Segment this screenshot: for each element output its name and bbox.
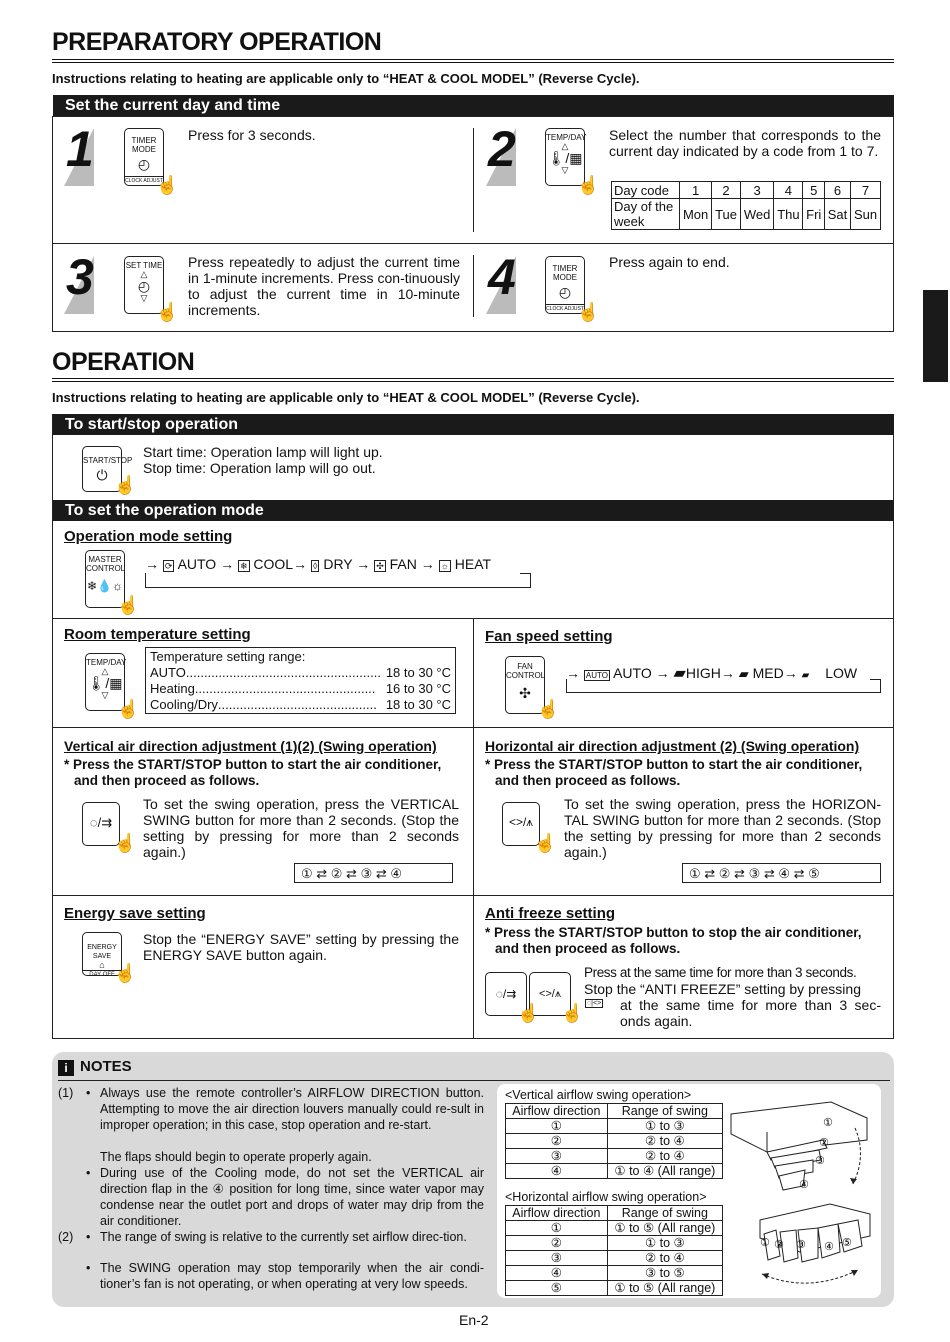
table-row [506, 1236, 723, 1251]
range-row [150, 665, 451, 681]
table-cell: ② [506, 1236, 608, 1251]
steps-divider [52, 243, 894, 244]
table-row [506, 1119, 723, 1134]
vertical-swing-sequence: ① ⇄ ② ⇄ ③ ⇄ ④ [294, 863, 453, 883]
swing-position: ③ [748, 866, 761, 881]
table-cell: ② to ④ [607, 1251, 722, 1266]
info-icon: i [58, 1060, 74, 1076]
fan-med: MED [752, 665, 784, 681]
clock-icon: ◴ [137, 156, 151, 172]
swing-position: ② [718, 866, 731, 881]
bullet: • [86, 1166, 91, 1180]
table-cell: ① [506, 1119, 608, 1134]
day-cell: Fri [803, 199, 824, 230]
arrow-icon: → [145, 556, 159, 572]
power-icon: ⏻ [96, 467, 108, 483]
remote-sublabel: CLOCK ADJUST [546, 306, 584, 312]
hand-pointer-icon: ☝ [537, 699, 560, 719]
day-code-cell: 5 [803, 182, 824, 199]
hand-pointer-icon: ☝ [117, 699, 140, 719]
up-triangle-icon: △ [561, 141, 569, 151]
vertical-swing-icon: ◌/⇉ [89, 815, 113, 830]
table-cell: ⑤ [506, 1281, 608, 1296]
fan-auto: AUTO [613, 665, 652, 681]
energy-save-title: Energy save setting [64, 905, 206, 922]
swing-position: ② [330, 866, 343, 881]
steps-vdivider-bottom [473, 255, 474, 317]
table-row [506, 1251, 723, 1266]
arrow-icon: → [783, 665, 798, 681]
anti-freeze-text-2: Stop the “ANTI FREEZE” setting by pressing [584, 981, 861, 997]
day-code-cell: 3 [740, 182, 774, 199]
heat-cool-note: Instructions relating to heating are applicable only to “HEAT & COOL MODEL” (Reverse Cycle). [52, 71, 640, 86]
table-cell: ① to ⑤ (All range) [607, 1221, 722, 1236]
table-cell: ① to ⑤ (All range) [607, 1281, 722, 1296]
range-mode: AUTO [150, 665, 186, 680]
table-cell: ④ [506, 1164, 608, 1179]
day-cell: Thu [774, 199, 803, 230]
hand-pointer-icon: ☝ [577, 302, 600, 322]
horizontal-swing-icon: <>/⩚ [508, 815, 534, 829]
table-cell: ① to ④ (All range) [607, 1164, 722, 1179]
divider [52, 895, 894, 896]
horizontal-airflow-diagram [758, 1200, 878, 1292]
note-1b: The flaps should begin to operate properly again. [100, 1150, 372, 1164]
remote-sublabel: DAY OFF [83, 970, 121, 980]
note-1c: During use of the Cooling mode, do not set the VERTICAL air direction flap in the ④ position for long time, since water vapor may condense near the outlet port and drops of water may drip from the air conditioner. [100, 1166, 484, 1228]
day-cell: Mon [680, 199, 712, 230]
table-row [506, 1134, 723, 1149]
stop-time-text: Stop time: Operation lamp will go out. [143, 460, 376, 476]
remote-label: START/STOP [83, 456, 133, 465]
heat-mode-icon: ☼ [440, 561, 449, 571]
thermometer-calendar-icon: 🌡/▦ [547, 150, 583, 166]
energy-save-text: Stop the “ENERGY SAVE” setting by pressing the ENERGY SAVE button again. [143, 931, 459, 963]
range-dots: ...................................................... [185, 665, 381, 680]
anti-freeze-title: Anti freeze setting [485, 905, 616, 922]
range-dots: .................................................. [194, 681, 376, 696]
section-tab [923, 290, 948, 382]
step-number-1: 1 [66, 121, 94, 177]
anti-freeze-text-3: at the same time for more than 3 sec-onds again. [620, 997, 881, 1029]
table-cell: ① [506, 1221, 608, 1236]
day-code-table [611, 181, 881, 230]
title-rule [52, 59, 894, 60]
svg-text:①: ① [823, 1116, 833, 1129]
swing-position: ⑤ [808, 866, 820, 881]
note-2-number: (2) [58, 1230, 74, 1244]
down-triangle-icon: ▽ [101, 690, 109, 700]
page-number: En-2 [459, 1312, 489, 1328]
table-cell: ② [506, 1134, 608, 1149]
title-rule-thin [52, 62, 894, 63]
fan-speed-title: Fan speed setting [485, 628, 613, 645]
hand-pointer-icon: ☝ [156, 302, 179, 322]
range-dots: ............................................ [217, 697, 377, 712]
bullet: • [86, 1261, 91, 1275]
day-cell: Sat [824, 199, 850, 230]
table-cell: ② to ④ [607, 1134, 722, 1149]
horizontal-swing-table [505, 1205, 723, 1296]
thermometer-calendar-icon: 🌡/▦ [87, 675, 123, 691]
table-row [506, 1149, 723, 1164]
vertical-swing-instruction: * Press the START/STOP button to start the air conditioner, and then proceed as follows. [64, 757, 442, 788]
svg-text:③: ③ [815, 1154, 825, 1167]
swing-position: ④ [390, 866, 402, 881]
svg-text:②: ② [774, 1238, 784, 1251]
table-row [506, 1164, 723, 1179]
note-1-number: (1) [58, 1086, 74, 1100]
fan-med-icon: ▰ [738, 666, 749, 681]
section-title-preparatory: PREPARATORY OPERATION [52, 28, 382, 56]
swing-buttons-icon: ◌|<> [587, 1000, 602, 1007]
table-header: Airflow direction [506, 1104, 608, 1119]
arrow-icon: → [566, 665, 580, 681]
center-divider [473, 618, 474, 1039]
step-2-text: Select the number that corresponds to the current day indicated by a code from 1 to 7. [609, 127, 881, 159]
hand-pointer-icon: ☝ [117, 595, 140, 615]
swing-position: ① [301, 866, 313, 881]
fan-icon: ✣ [519, 685, 531, 701]
day-code-cell: 6 [824, 182, 850, 199]
table-cell: ③ [506, 1149, 608, 1164]
table-cell: ④ [506, 1266, 608, 1281]
step-number-2: 2 [488, 121, 516, 177]
up-triangle-icon: △ [140, 269, 148, 279]
remote-label: TEMP/DAY [546, 133, 587, 142]
heat-cool-note-2: Instructions relating to heating are applicable only to “HEAT & COOL MODEL” (Reverse Cycle). [52, 390, 640, 405]
range-mode: Heating [150, 681, 195, 696]
range-title: Temperature setting range: [150, 649, 306, 664]
remote-label: ENERGY SAVE [87, 944, 117, 960]
down-triangle-icon: ▽ [561, 165, 569, 175]
remote-label: TIMER MODE [552, 264, 578, 282]
auto-mode-icon: ⟳ [164, 561, 173, 571]
table-cell: ① to ③ [607, 1236, 722, 1251]
horizontal-swing-instruction: * Press the START/STOP button to start the air conditioner, and then proceed as follows. [485, 757, 863, 788]
mode-dry: DRY [323, 556, 353, 572]
bullet: • [86, 1086, 91, 1100]
vertical-swing-table [505, 1103, 723, 1179]
clock-icon: ◴ [558, 284, 572, 300]
title-rule-thin [52, 381, 894, 382]
svg-text:①: ① [760, 1236, 770, 1249]
hand-pointer-icon: ☝ [534, 833, 557, 853]
table-cell: ② to ④ [607, 1149, 722, 1164]
vertical-airflow-diagram [727, 1100, 879, 1192]
note-2b: The SWING operation may stop temporarily when the air condi-tioner’s fan is not operating, or when operating at very low speeds. [100, 1261, 484, 1291]
day-cell: Sun [851, 199, 881, 230]
range-mode: Cooling/Dry [150, 697, 218, 712]
day-code-cell: 7 [851, 182, 881, 199]
operation-mode-title: Operation mode setting [64, 528, 233, 545]
fan-loop-tail [870, 679, 881, 680]
hand-pointer-icon: ☝ [114, 833, 137, 853]
table-cell: ③ [506, 1251, 608, 1266]
up-triangle-icon: △ [101, 666, 109, 676]
hand-pointer-icon: ☝ [577, 175, 600, 195]
anti-freeze-instruction: * Press the START/STOP button to stop the air conditioner, and then proceed as follows. [485, 925, 862, 956]
steps-vdivider-top [473, 128, 474, 232]
svg-text:③: ③ [796, 1238, 806, 1251]
hand-pointer-icon: ☝ [517, 1003, 540, 1023]
horizontal-swing-sequence: ① ⇄ ② ⇄ ③ ⇄ ④ ⇄ ⑤ [682, 863, 881, 883]
remote-label: MASTER CONTROL [86, 555, 126, 573]
day-code-cell: 2 [712, 182, 741, 199]
bar-operation-mode: To set the operation mode [53, 500, 894, 521]
range-value: 16 to 30 °C [385, 681, 451, 696]
day-cell: Wed [740, 199, 774, 230]
step-number-4: 4 [488, 249, 516, 305]
bar-start-stop: To start/stop operation [53, 414, 894, 435]
horizontal-swing-text: To set the swing operation, press the HORIZON-TAL SWING button for more than 2 seconds. (Stop the setting by pressing for more than 2 seconds again.) [564, 796, 881, 860]
table-cell: ③ to ⑤ [607, 1266, 722, 1281]
step-3-text: Press repeatedly to adjust the current time in 1-minute increments. Press con-tinuously to adjust the current time in 10-minute increments. [188, 254, 460, 318]
range-row [150, 697, 451, 713]
range-value: 18 to 30 °C [385, 665, 451, 680]
step-4-text: Press again to end. [609, 254, 730, 270]
dry-mode-icon: ◊ [313, 561, 318, 571]
svg-text:②: ② [819, 1136, 829, 1149]
table-row [506, 1281, 723, 1296]
arrow-icon: → [720, 665, 735, 681]
day-cell: Tue [712, 199, 741, 230]
remote-label: TIMER MODE [131, 136, 157, 154]
section-title-operation: OPERATION [52, 348, 195, 376]
horizontal-swing-title: Horizontal air direction adjustment (2) (Swing operation) [485, 738, 860, 754]
fan-mode-icon: ✣ [376, 561, 384, 571]
horizontal-swing-icon: <>/⩚ [538, 988, 562, 1000]
arrow-icon: → [356, 556, 371, 572]
mode-loop-tail [520, 573, 531, 574]
remote-label: TEMP/DAY [86, 658, 127, 667]
svg-text:⑤: ⑤ [842, 1236, 852, 1249]
horizontal-table-title: <Horizontal airflow swing operation> [505, 1190, 707, 1204]
bullet: • [86, 1230, 91, 1244]
table-header: Airflow direction [506, 1206, 608, 1221]
vertical-swing-text: To set the swing operation, press the VERTICAL SWING button for more than 2 seconds. (Stop the setting by pressing for more than 2 seconds again.) [143, 796, 459, 860]
cool-mode-icon: ❄ [239, 561, 248, 571]
table-header: Range of swing [607, 1104, 722, 1119]
table-row [506, 1266, 723, 1281]
remote-sublabel: CLOCK ADJUST [125, 178, 163, 184]
step-number-3: 3 [66, 249, 94, 305]
down-triangle-icon: ▽ [140, 293, 148, 303]
arrow-icon: → [220, 556, 235, 572]
swing-position: ③ [360, 866, 373, 881]
step-1-text: Press for 3 seconds. [188, 127, 316, 143]
lock-icon: ⌂ [99, 960, 105, 970]
swing-position: ④ [778, 866, 790, 881]
anti-freeze-text-1: Press at the same time for more than 3 seconds. [584, 965, 857, 980]
fan-low-icon: ▰ [801, 670, 810, 681]
mode-cool: COOL [253, 556, 294, 572]
day-of-week-label: Day of the week [612, 199, 680, 230]
remote-label: FAN CONTROL [506, 662, 546, 680]
fan-loop-line [566, 679, 881, 693]
divider [52, 727, 894, 728]
hand-pointer-icon: ☝ [561, 1003, 584, 1023]
mode-sequence [145, 556, 491, 572]
notes-rule [58, 1080, 890, 1081]
arrow-icon: → [420, 556, 435, 572]
start-time-text: Start time: Operation lamp will light up. [143, 444, 383, 460]
table-row [506, 1221, 723, 1236]
range-value: 18 to 30 °C [385, 697, 451, 712]
remote-label: SET TIME [125, 261, 163, 270]
fan-high-icon: ▰ [673, 665, 686, 682]
vertical-table-title: <Vertical airflow swing operation> [505, 1088, 692, 1102]
day-code-cell: 4 [774, 182, 803, 199]
note-2a: The range of swing is relative to the currently set airflow direc-tion. [100, 1230, 467, 1244]
clock-icon: ◴ [137, 278, 151, 294]
mode-auto: AUTO [177, 556, 217, 572]
day-code-cell: 1 [680, 182, 712, 199]
room-temp-title: Room temperature setting [64, 626, 251, 643]
mode-icons: ❄💧☼ [87, 579, 123, 593]
fan-low: LOW [825, 665, 858, 681]
svg-text:④: ④ [799, 1178, 809, 1191]
swing-position: ① [689, 866, 701, 881]
hand-pointer-icon: ☝ [114, 963, 137, 983]
range-row [150, 681, 451, 697]
note-1a: Always use the remote controller’s AIRFLOW DIRECTION button. Attempting to move the air direction louvers manually could re-sult in improper operation; in this case, stop operation and re-start. [100, 1086, 484, 1132]
bar-set-day-time: Set the current day and time [53, 95, 894, 116]
mode-loop-line [145, 573, 531, 588]
arrow-icon: → [293, 556, 308, 572]
vertical-swing-title: Vertical air direction adjustment (1)(2) (Swing operation) [64, 738, 437, 754]
hand-pointer-icon: ☝ [156, 175, 179, 195]
temp-range-box [145, 647, 456, 714]
fan-high: HIGH [685, 665, 721, 681]
notes-title: NOTES [80, 1058, 132, 1075]
mode-fan: FAN [389, 556, 417, 572]
vertical-swing-icon: ◌/⇉ [495, 987, 517, 1001]
svg-text:④: ④ [824, 1240, 834, 1253]
arrow-icon: → [655, 665, 670, 681]
title-rule [52, 378, 894, 379]
table-header: Range of swing [607, 1206, 722, 1221]
table-cell: ① to ③ [607, 1119, 722, 1134]
hand-pointer-icon: ☝ [114, 475, 137, 495]
fan-auto-icon: AUTO [585, 671, 608, 680]
mode-heat: HEAT [454, 556, 492, 572]
day-code-label: Day code [612, 182, 680, 199]
